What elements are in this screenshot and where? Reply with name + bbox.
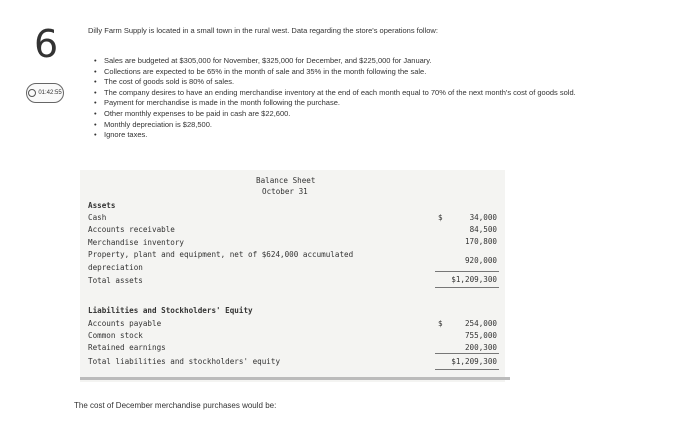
balance-sheet-table [80,170,505,382]
data-bullet-list [94,56,694,141]
sheet-date: October 31 [262,187,308,196]
common-stock-label: Common stock [88,331,143,340]
inventory-value: 170,800 [464,237,497,246]
ar-value: 84,500 [469,225,497,234]
liabilities-subtotal-rule [435,353,499,354]
total-le-value: $1,209,300 [451,357,497,366]
liabilities-header: Liabilities and Stockholders' Equity [88,306,253,315]
ap-value: 254,000 [464,319,497,328]
timer-badge [26,83,64,103]
ap-dollar: $ [438,319,443,328]
bullet-collections: • Collections are expected to be 65% in the month of sale and 35% in the month following the sale. [94,67,694,78]
bullet-payment: • Payment for merchandise is made in the month following the purchase. [94,98,694,109]
bullet-cogs: • The cost of goods sold is 80% of sales. [94,77,694,88]
bullet-sales: • Sales are budgeted at $305,000 for November, $325,000 for December, and $225,000 for January. [94,56,694,67]
assets-header: Assets [88,201,116,210]
bullet-inventory: • The company desires to have an ending merchandise inventory at the end of each month equal to 70% of the next month's cost of goods sold. [94,88,694,99]
ppe-label-line1: Property, plant and equipment, net of $624,000 accumulated [88,250,354,259]
ar-label: Accounts receivable [88,225,175,234]
assets-total-rule [435,287,499,288]
question-number: 6 [34,22,59,66]
cash-value: 34,000 [469,213,497,222]
total-assets-label: Total assets [88,276,143,285]
retained-earnings-label: Retained earnings [88,343,166,352]
timer-value: 01:42:55 [38,90,62,96]
question-prompt: The cost of December merchandise purchases would be: [74,401,277,410]
question-intro: Dilly Farm Supply is located in a small town in the rural west. Data regarding the store's operations follow: [88,26,438,35]
bullet-taxes: • Ignore taxes. [94,130,694,141]
assets-subtotal-rule [435,271,499,272]
bullet-depreciation: • Monthly depreciation is $28,500. [94,120,694,131]
ppe-label-line2: depreciation [88,263,143,272]
sheet-title: Balance Sheet [256,176,316,185]
total-assets-value: $1,209,300 [451,275,497,284]
ppe-value: 920,000 [464,256,497,265]
liabilities-total-rule [435,369,499,370]
table-bottom-divider [80,377,510,380]
cash-dollar: $ [438,213,443,222]
inventory-label: Merchandise inventory [88,238,185,247]
cash-label: Cash [88,213,107,222]
bullet-expenses: • Other monthly expenses to be paid in cash are $22,600. [94,109,694,120]
clock-icon [28,89,36,97]
common-stock-value: 755,000 [464,331,497,340]
retained-earnings-value: 200,300 [464,343,497,352]
total-le-label: Total liabilities and stockholders' equity [88,357,281,366]
ap-label: Accounts payable [88,319,162,328]
